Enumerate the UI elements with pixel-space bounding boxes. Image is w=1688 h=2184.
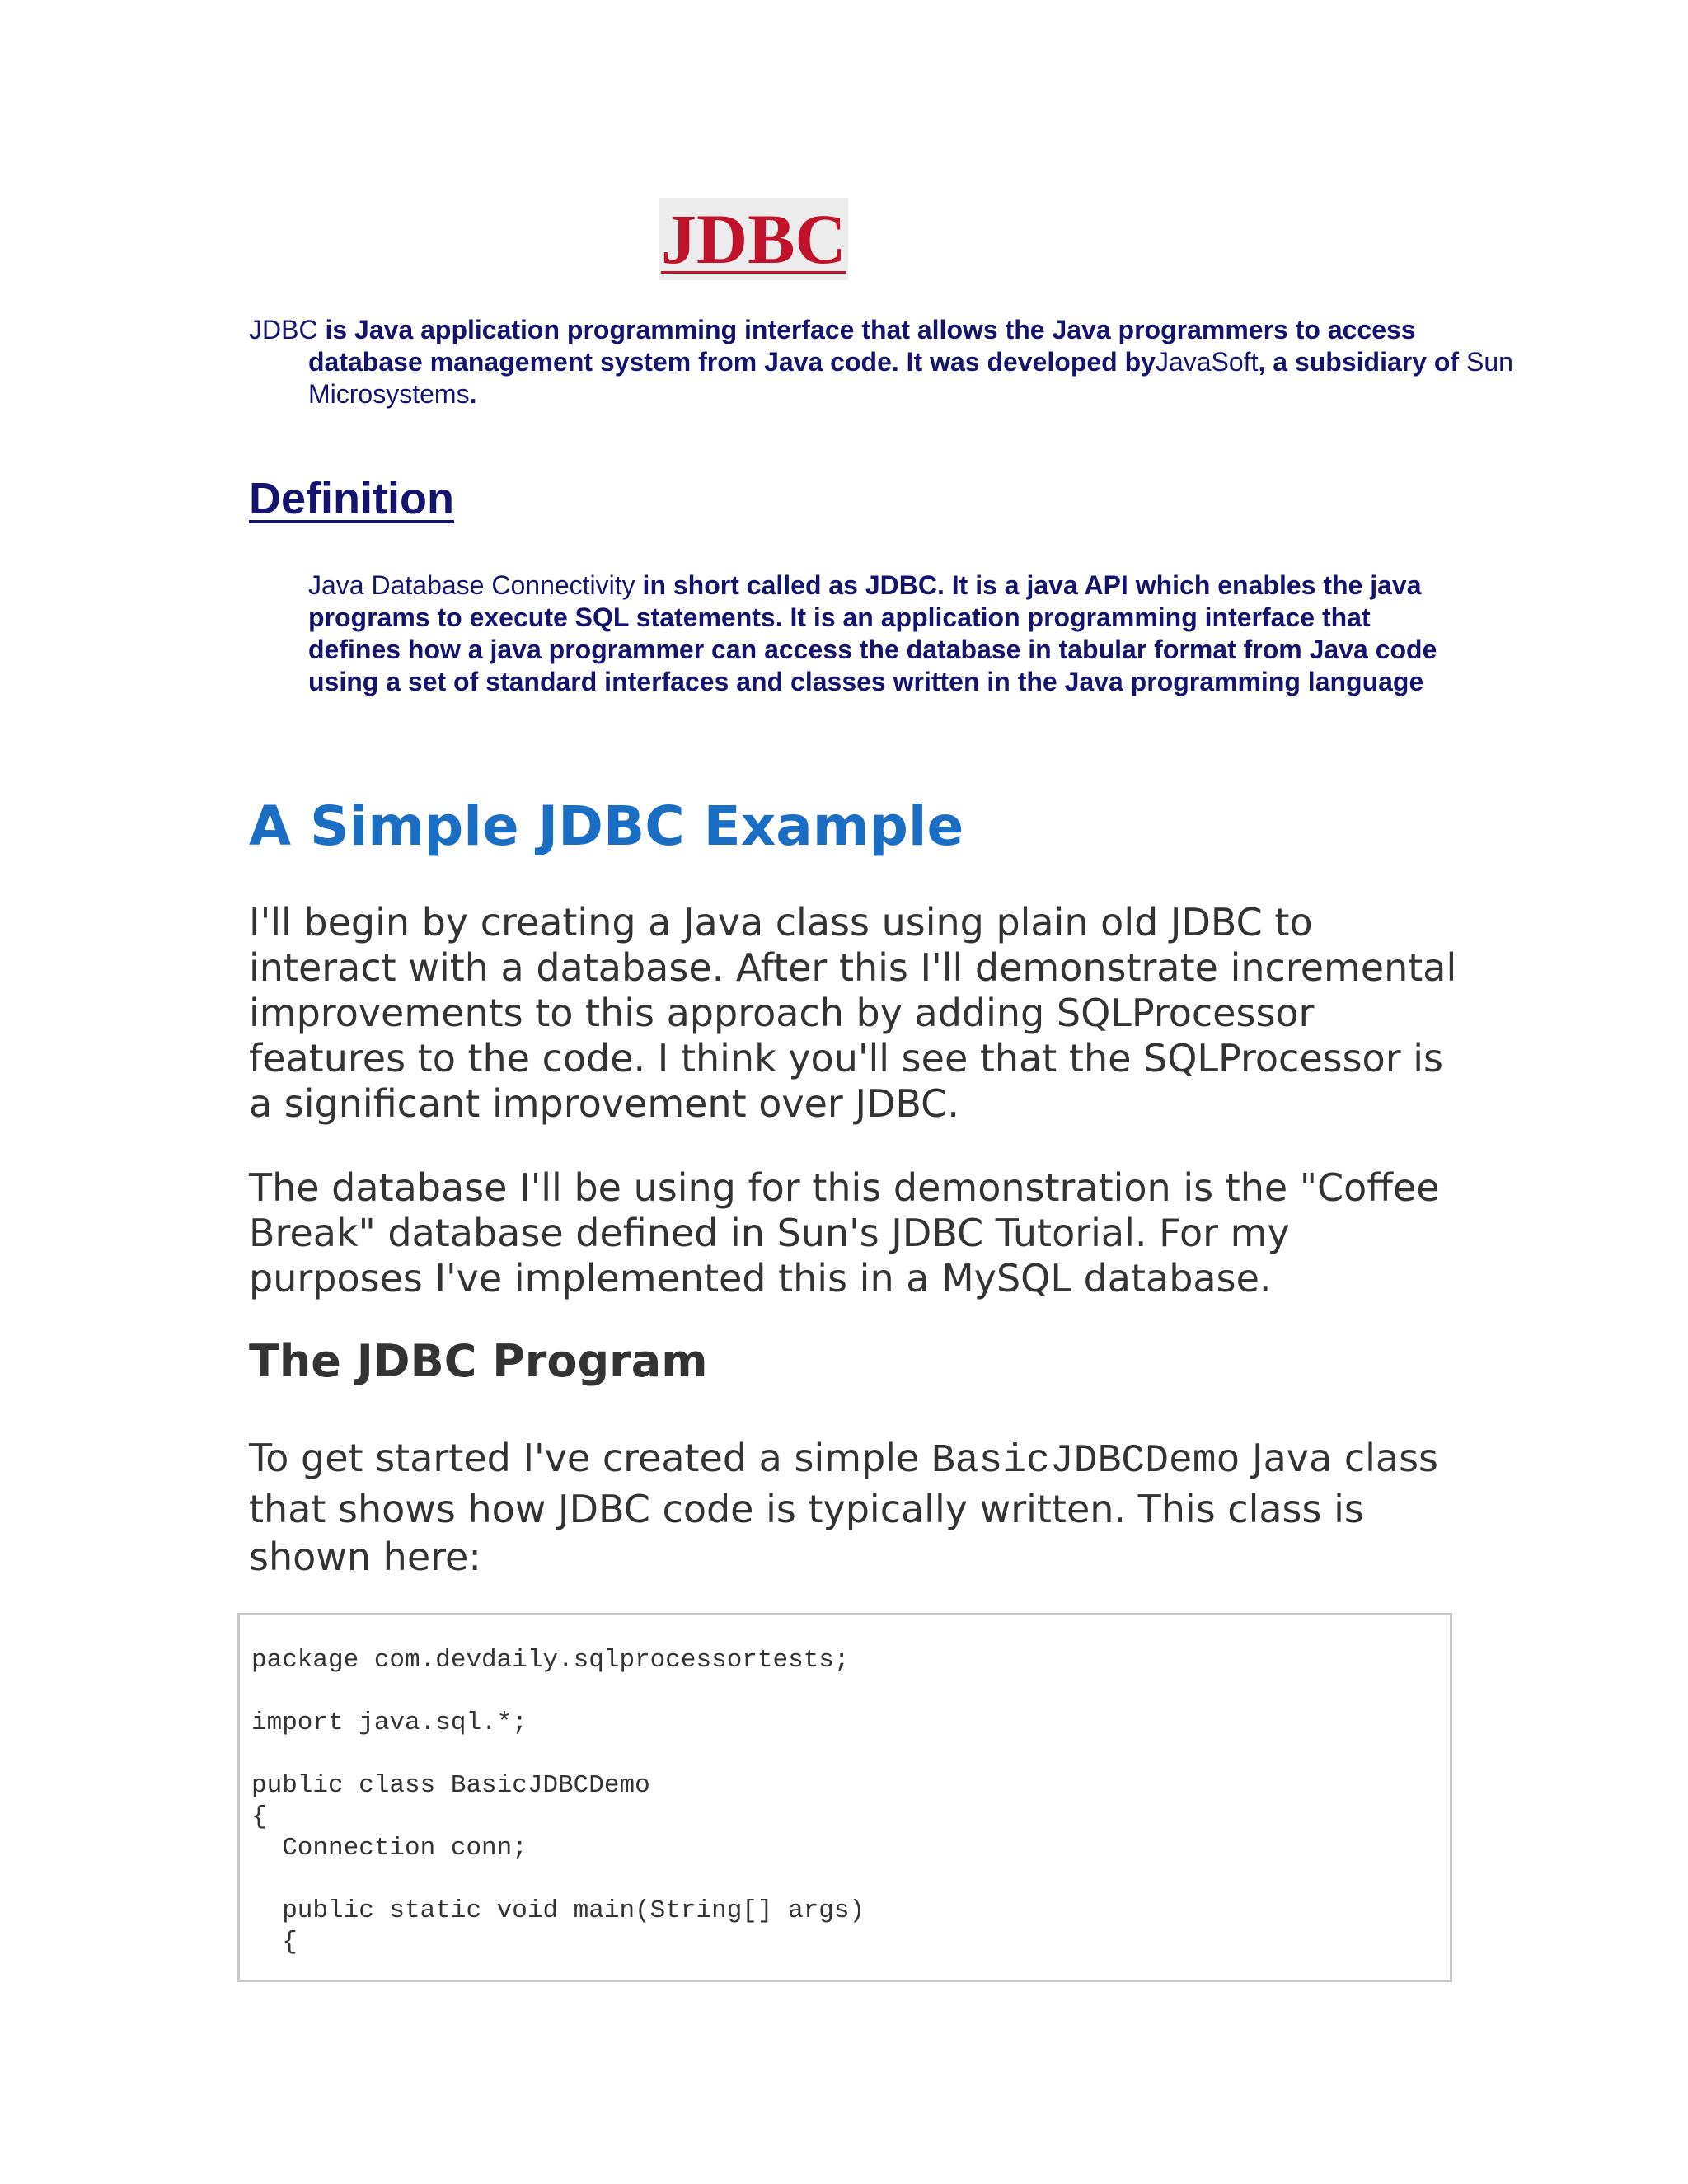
intro-text-3: . — [469, 379, 477, 409]
intro-company: Sun Microsystems — [308, 347, 1513, 409]
intro-text-1: is Java application programming interface that allows the Java programmers to access database management system from Java code. It was developed by — [308, 315, 1416, 377]
definition-text: in short called as JDBC. It is a java API which enables the java programs to execute SQL statements. It is an application programming interface that defines how a java programmer can access the database in tabular format from Java code using a set of standard interfaces and classes written in the Java programming language — [308, 570, 1437, 696]
program-text-after: Java class that shows how JDBC code is typically written. This class is shown here: — [249, 1436, 1439, 1579]
program-text-before: To get started I've created a simple — [249, 1436, 931, 1480]
example-paragraph-2: The database I'll be using for this demonstration is the "Coffee Break" database defined in Sun's JDBC Tutorial. For my purposes I've implemented this in a MySQL database. — [249, 1165, 1440, 1301]
intro-paragraph — [249, 314, 1520, 410]
intro-term: JDBC — [249, 315, 318, 344]
definition-paragraph — [308, 569, 1454, 698]
intro-text-2: , a subsidiary of — [1258, 347, 1466, 377]
intro-developer: JavaSoft — [1155, 347, 1259, 377]
code-listing: package com.devdaily.sqlprocessortests; import java.sql.*; public class BasicJDBCDemo { Connection conn; public static void main(String[] args) { — [251, 1646, 865, 1957]
program-paragraph — [249, 1434, 1469, 1581]
program-heading: The JDBC Program — [249, 1335, 708, 1387]
example-paragraph-1: I'll begin by creating a Java class using plain old JDBC to interact with a database. After this I'll demonstrate incremental improvements to this approach by adding SQLProcessor features to the code. I think you'll see that the SQLProcessor is a significant improvement over JDBC. — [249, 900, 1457, 1126]
definition-term: Java Database Connectivity — [308, 570, 635, 600]
example-heading: A Simple JDBC Example — [249, 794, 964, 858]
page-title: JDBC — [661, 199, 846, 279]
code-block — [237, 1613, 1452, 1982]
definition-heading: Definition — [249, 474, 454, 523]
class-name-code: BasicJDBCDemo — [931, 1439, 1240, 1483]
